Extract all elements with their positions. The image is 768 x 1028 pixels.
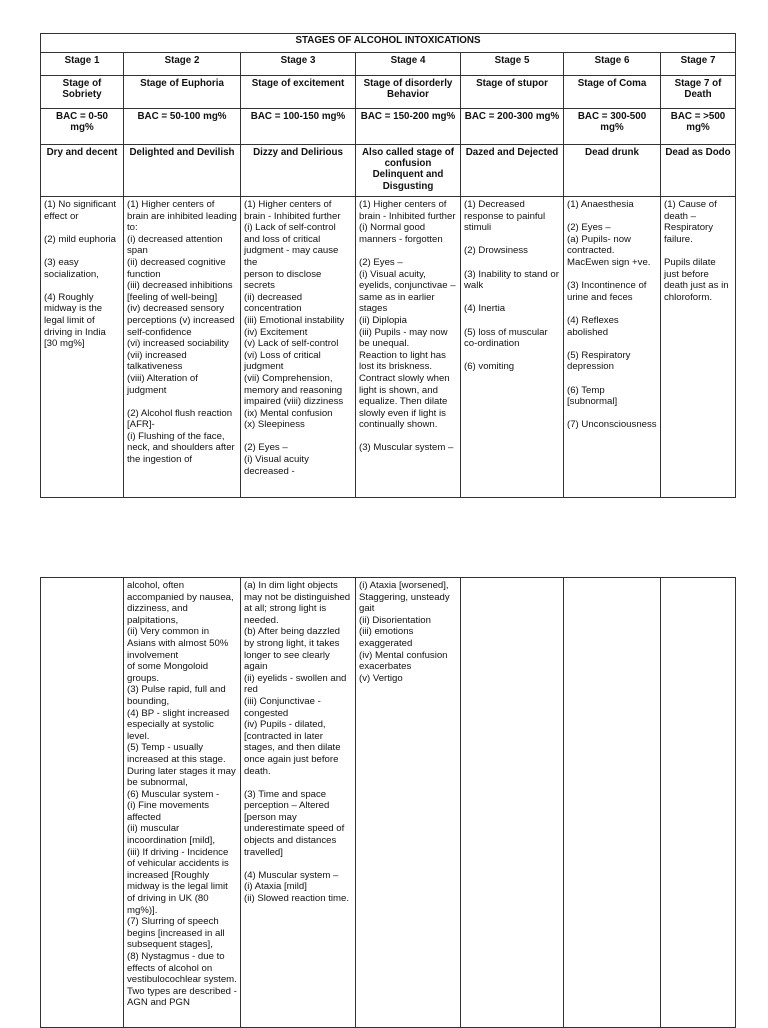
intoxication-table-page-2 <box>40 577 736 1028</box>
stage-bac: BAC = 0-50 mg% <box>41 109 124 145</box>
stage-features: (1) Higher centers of brain are inhibited leading to: (i) decreased attention span (ii) decreased cognitive function (iii) decreased inhibitions [feeling of well-being] (iv) decreased sensory perceptions (v) increased self-confidence (vi) increased sociability (vii) increased talkativeness (viii) Alteration of judgment (2) Alcohol flush reaction [AFR]- (i) Flushing of the face, neck, and shoulders after the ingestion of <box>124 197 241 498</box>
stage-description: Dizzy and Delirious <box>241 145 356 197</box>
stage-bac: BAC = 100-150 mg% <box>241 109 356 145</box>
stage-description: Delighted and Devilish <box>124 145 241 197</box>
stage-name: Stage of excitement <box>241 76 356 109</box>
stage-bac: BAC = 50-100 mg% <box>124 109 241 145</box>
stage-name: Stage of stupor <box>461 76 564 109</box>
stage-description: Dead drunk <box>564 145 661 197</box>
stage-label: Stage 2 <box>124 53 241 76</box>
stage-name: Stage of Sobriety <box>41 76 124 109</box>
stage-label: Stage 6 <box>564 53 661 76</box>
stage-bac: BAC = 300-500 mg% <box>564 109 661 145</box>
stage-features: (1) Higher centers of brain - Inhibited further (i) Normal good manners - forgotten (2) Eyes – (i) Visual acuity, eyelids, conjunctivae – same as in earlier stages (ii) Diplopia (iii) Pupils - may now be unequal. Reaction to light has lost its briskness. Contract slowly when light is shown, and equalize. Then dilate slowly even if light is continually shown. (3) Muscular system – <box>356 197 461 498</box>
stage-features: (1) Higher centers of brain - Inhibited further (i) Lack of self-control and loss of critical judgment - may cause the person to disclose secrets (ii) decreased concentration (iii) Emotional instability (iv) Excitement (v) Lack of self-control (vi) Loss of critical judgment (vii) Comprehension, memory and reasoning impaired (viii) dizziness (ix) Mental confusion (x) Sleepiness (2) Eyes – (i) Visual acuity decreased - <box>241 197 356 498</box>
stage-description: Dry and decent <box>41 145 124 197</box>
stage-features-continued <box>564 578 661 1028</box>
stage-bac: BAC = 150-200 mg% <box>356 109 461 145</box>
stage-features-continued: (i) Ataxia [worsened], Staggering, unsteady gait (ii) Disorientation (iii) emotions exaggerated (iv) Mental confusion exacerbates (v) Vertigo <box>356 578 461 1028</box>
stage-features-continued: (a) In dim light objects may not be distinguished at all; strong light is needed. (b) After being dazzled by strong light, it takes longer to see clearly again (ii) eyelids - swollen and red (iii) Conjunctivae - congested (iv) Pupils - dilated, [contracted in later stages, and then dilate once again just before death. (3) Time and space perception – Altered [person may underestimate speed of objects and distances travelled] (4) Muscular system – (i) Ataxia [mild] (ii) Slowed reaction time. <box>241 578 356 1028</box>
table-title: STAGES OF ALCOHOL INTOXICATIONS <box>41 34 736 53</box>
stage-features-continued <box>461 578 564 1028</box>
stage-label: Stage 1 <box>41 53 124 76</box>
stage-features: (1) Cause of death – Respiratory failure. Pupils dilate just before death just as in chloroform. <box>661 197 736 498</box>
intoxication-table-page-1 <box>40 33 736 498</box>
stage-name: Stage of Euphoria <box>124 76 241 109</box>
stage-features: (1) No significant effect or (2) mild euphoria (3) easy socialization, (4) Roughly midway is the legal limit of driving in India [30 mg%] <box>41 197 124 498</box>
stage-label: Stage 4 <box>356 53 461 76</box>
stage-description: Dazed and Dejected <box>461 145 564 197</box>
stage-name: Stage of Coma <box>564 76 661 109</box>
stage-features-continued <box>41 578 124 1028</box>
stage-label: Stage 5 <box>461 53 564 76</box>
stage-label: Stage 3 <box>241 53 356 76</box>
stage-description: Dead as Dodo <box>661 145 736 197</box>
stage-features: (1) Decreased response to painful stimuli (2) Drowsiness (3) Inability to stand or walk (4) Inertia (5) loss of muscular co-ordination (6) vomiting <box>461 197 564 498</box>
stage-label: Stage 7 <box>661 53 736 76</box>
stage-features: (1) Anaesthesia (2) Eyes – (a) Pupils- now contracted. MacEwen sign +ve. (3) Incontinence of urine and feces (4) Reflexes abolished (5) Respiratory depression (6) Temp [subnormal] (7) Unconsciousness <box>564 197 661 498</box>
stage-bac: BAC = 200-300 mg% <box>461 109 564 145</box>
stage-bac: BAC = >500 mg% <box>661 109 736 145</box>
stage-features-continued: alcohol, often accompanied by nausea, dizziness, and palpitations, (ii) Very common in Asians with almost 50% involvement of some Mongoloid groups. (3) Pulse rapid, full and bounding, (4) BP - slight increased especially at systolic level. (5) Temp - usually increased at this stage. During later stages it may be subnormal, (6) Muscular system - (i) Fine movements affected (ii) muscular incoordination [mild], (iii) If driving - Incidence of vehicular accidents is increased [Roughly midway is the legal limit of driving in UK (80 mg%)]. (7) Slurring of speech begins [increased in all subsequent stages], (8) Nystagmus - due to effects of alcohol on vestibulocochlear system. Two types are described - AGN and PGN <box>124 578 241 1028</box>
stage-name: Stage 7 of Death <box>661 76 736 109</box>
stage-name: Stage of disorderly Behavior <box>356 76 461 109</box>
stage-features-continued <box>661 578 736 1028</box>
stage-description: Also called stage of confusion Delinquent and Disgusting <box>356 145 461 197</box>
